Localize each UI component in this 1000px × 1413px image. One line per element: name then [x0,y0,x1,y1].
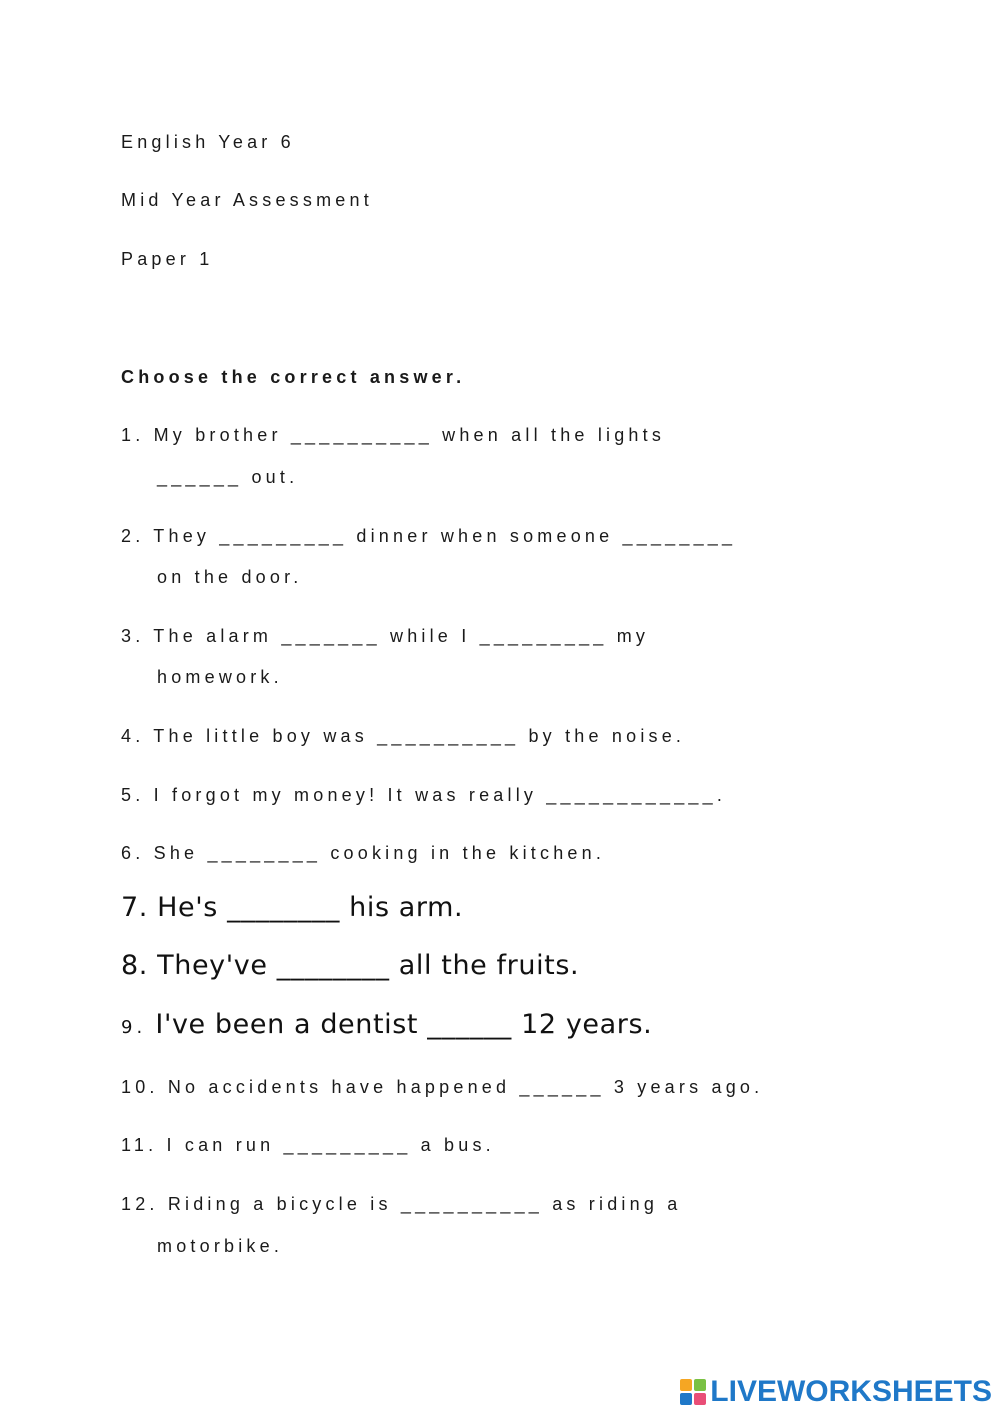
question-9 [121,1009,652,1044]
question-7-text: He's ________ his arm. [157,892,464,923]
question-5: 5. I forgot my money! It was really ____________. [121,785,727,805]
question-1-line1: 1. My brother __________ when all the lights [121,425,666,445]
question-10: 10. No accidents have happened ______ 3 years ago. [121,1077,764,1097]
liveworksheets-logo-icon [680,1379,706,1405]
question-7 [121,892,463,924]
question-8-text: They've ________ all the fruits. [157,950,580,981]
logo-text: LIVEWORKSHEETS [710,1375,992,1408]
question-8 [121,950,579,982]
question-8-number: 8. [121,950,148,981]
instruction: Choose the correct answer. [121,367,466,387]
logo-square-4 [694,1393,706,1405]
logo-square-1 [680,1379,692,1391]
question-2-line1: 2. They _________ dinner when someone ________ [121,526,737,546]
question-3-line2: homework. [157,667,283,687]
question-7-number: 7. [121,892,148,923]
liveworksheets-logo[interactable] [680,1375,992,1409]
question-6: 6. She ________ cooking in the kitchen. [121,843,606,863]
paper-title: Paper 1 [121,249,214,269]
question-1-line2: ______ out. [157,467,299,487]
question-12-line2: motorbike. [157,1236,284,1256]
subject-title: English Year 6 [121,132,295,152]
logo-square-2 [694,1379,706,1391]
question-2-line2: on the door. [157,567,303,587]
logo-square-3 [680,1393,692,1405]
question-11: 11. I can run _________ a bus. [121,1135,495,1155]
exam-title: Mid Year Assessment [121,190,373,210]
question-9-text: I've been a dentist ______ 12 years. [155,1009,653,1040]
question-12-line1: 12. Riding a bicycle is __________ as riding a [121,1194,682,1214]
question-4: 4. The little boy was __________ by the noise. [121,726,686,746]
question-3-line1: 3. The alarm _______ while I _________ my [121,626,650,646]
question-9-number: 9. [121,1017,147,1038]
